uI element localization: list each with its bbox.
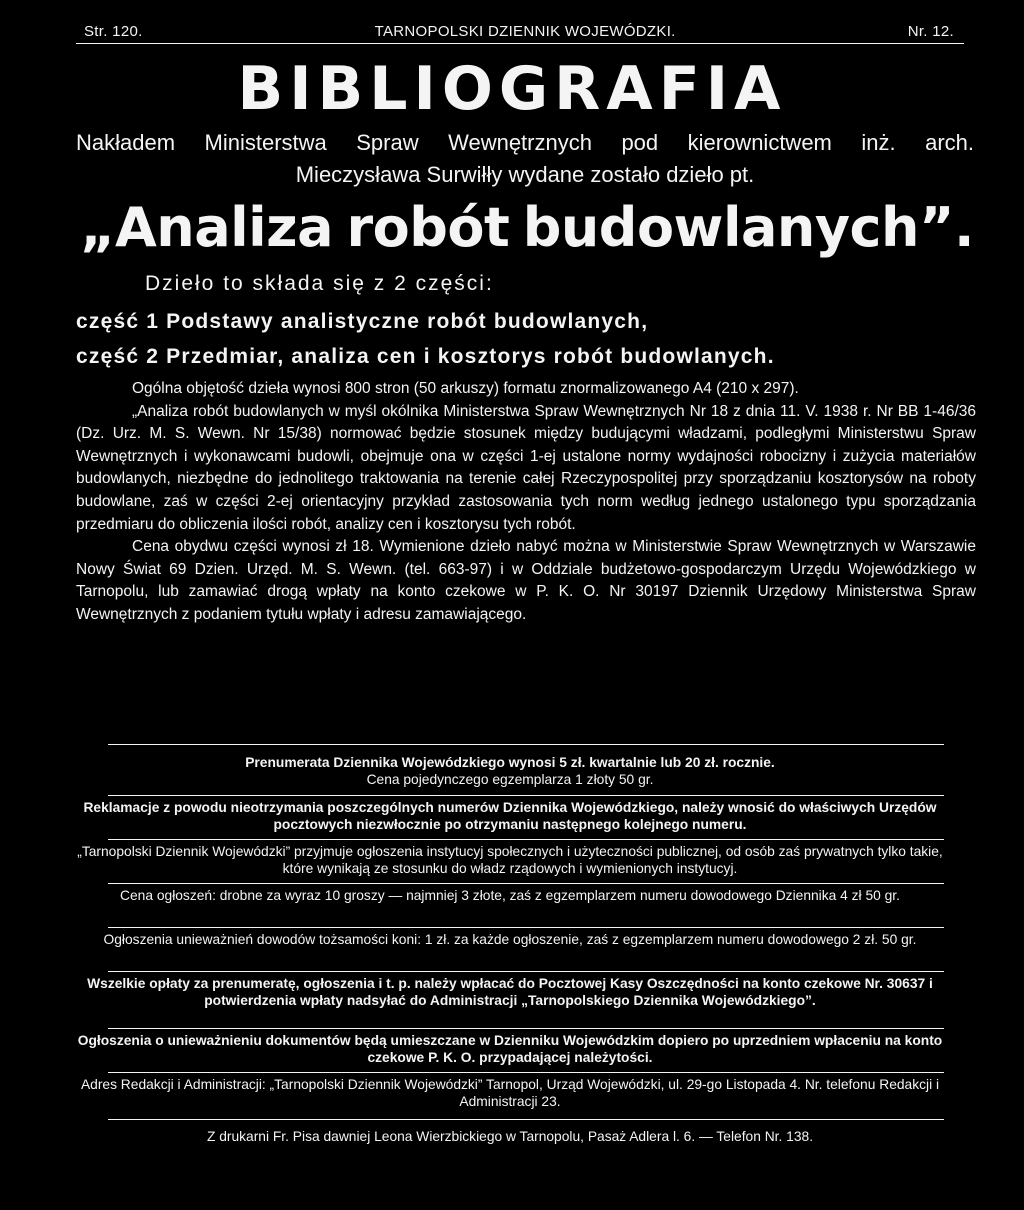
notes-block [76,754,944,788]
note-horse-documents: Ogłoszenia unieważnień dowodów tożsamości koni: 1 zł. za każde ogłoszenie, zaś z egzemplarzem numeru dowodowego 2 zł. 50 gr. [103,932,917,947]
work-title-word-2: robót [346,196,510,259]
divider-5 [108,971,944,972]
divider-2 [108,839,944,840]
divider-6 [108,1028,944,1029]
page-header [76,18,964,40]
header-rule [76,43,964,44]
body-paragraph-1: Ogólna objętość dzieła wynosi 800 stron (50 arkuszy) formatu znormalizowanego A4 (210 x 297). [132,380,799,397]
notes-block-3 [76,843,944,877]
note-printer: Z drukarni Fr. Pisa dawniej Leona Wierzbickiego w Tarnopolu, Pasaż Adlera l. 6. — Telefon Nr. 138. [206,1129,814,1144]
note-single-copy-price: Cena pojedynczego egzemplarza 1 złoty 50 gr. [366,772,654,787]
work-title-word-3: budowlanych”. [522,196,974,259]
note-payments: Wszelkie opłaty za prenumeratę, ogłoszenia i t. p. należy wpłacać do Pocztowej Kasy Oszczędności na konto czekowe Nr. 30637 i potwierdzenia wpłaty nadsyłać do Administracji „Tarnopolskiego Dziennika Wojewódzkiego”. [87,976,933,1008]
body-paragraph-3: Cena obydwu części wynosi zł 18. Wymienione dzieło nabyć można w Ministerstwie Spraw Wewnętrznych w Warszawie Nowy Świat 69 Dzien. Urzęd. M. S. Wewn. (tel. 663-97) i w Oddziale budżetowo-gospodarczym Urzędu Wojewódzkiego w Tarnopolu, lub zamawiać drogą wpłaty na konto czekowe w P. K. O. Nr 30197 Dziennik Urzędowy Ministerstwa Spraw Wewnętrznych z podaniem tytułu wpłaty i adresu zamawiającego. [76,538,976,623]
note-document-annulment: Ogłoszenia o unieważnieniu dokumentów będą umieszczane w Dzienniku Wojewódzkim dopiero po uprzedniem wpłaceniu na konto czekowe P. K. O. przypadającej należytości. [77,1033,943,1065]
work-title-word-1: „Analiza [80,196,334,259]
note-announcements: „Tarnopolski Dziennik Wojewódzki” przyjmuje ogłoszenia instytucyj społecznych i użyteczności publicznej, od osób zaś prywatnych tylko takie, które wynikają ze stosunku do władz rządowych i wymienionych instytucyj. [77,844,943,876]
part-2: część 2 Przedmiar, analiza cen i kosztorys robót budowlanych. [76,345,775,368]
note-ad-prices: Cena ogłoszeń: drobne za wyraz 10 groszy — najmniej 3 złote, zaś z egzemplarzem numeru dowodowego Dziennika 4 zł 50 gr. [120,888,900,903]
divider-4 [108,927,944,928]
notes-block-7 [76,1032,944,1066]
notes-block-9 [76,1128,944,1145]
section-title: BIBLIOGRAFIA [237,54,787,124]
intro-paragraph [76,127,974,191]
note-subscription: Prenumerata Dziennika Wojewódzkiego wynosi 5 zł. kwartalnie lub 20 zł. rocznie. [245,755,775,770]
intro-line-1: Nakładem Ministerstwa Spraw Wewnętrznych pod kierownictwem inż. arch. [76,130,974,155]
body-paragraph-2: „Analiza robót budowlanych w myśl okólnika Ministerstwa Spraw Wewnętrznych Nr 18 z dnia 11. V. 1938 r. Nr BB 1-46/36 (Dz. Urz. M. S. Wewn. Nr 15/38) normować będzie stosunek między budującymi władzami, podległymi Ministerstwu Spraw Wewnętrznych i wykonawcami budowli, obejmuje ona w części 1-ej ustalone normy wydajności robocizny i zużycia materiałów budowlanych, niezbędne do jednolitego traktowania na terenie całej Rzeczypospolitej przy sporządzaniu kosztorysów na roboty budowlane, zaś w części 2-ej orientacyjny przykład zastosowania tych norm według jednego ustalonego typu sporządzania przedmiaru do obliczenia ilości robót, analizy cen i kosztorysu tych robót. [76,402,976,533]
notes-block-6 [76,975,944,1009]
divider-top [108,744,944,745]
part-1: część 1 Podstawy analistyczne robót budowlanych, [76,310,649,333]
notes-block-2 [76,799,944,833]
parts-intro: Dzieło to składa się z 2 części: [145,272,494,295]
journal-name: TARNOPOLSKI DZIENNIK WOJEWÓDZKI. [374,23,676,40]
divider-7 [108,1072,944,1073]
note-address: Adres Redakcji i Administracji: „Tarnopolski Dziennik Wojewódzki” Tarnopol, Urząd Wojewódzki, ul. 29-go Listopada 4. Nr. telefonu Redakcji i Administracji 23. [80,1077,940,1109]
notes-block-4 [76,887,944,904]
intro-line-2: Mieczysława Surwiłły wydane zostało dzieło pt. [295,162,755,187]
divider-8 [108,1119,944,1120]
notes-block-8 [76,1076,944,1110]
notes-block-5 [76,931,944,948]
divider-1 [108,795,944,796]
article-body [76,378,976,627]
issue-number: Nr. 12. [907,23,954,40]
divider-3 [108,883,944,884]
page-number: Str. 120. [84,23,143,40]
work-title [80,195,974,261]
note-complaints: Reklamacje z powodu nieotrzymania poszczególnych numerów Dziennika Wojewódzkiego, należy wnosić do właściwych Urzędów pocztowych niezwłocznie po otrzymaniu następnego kolejnego numeru. [83,800,937,832]
